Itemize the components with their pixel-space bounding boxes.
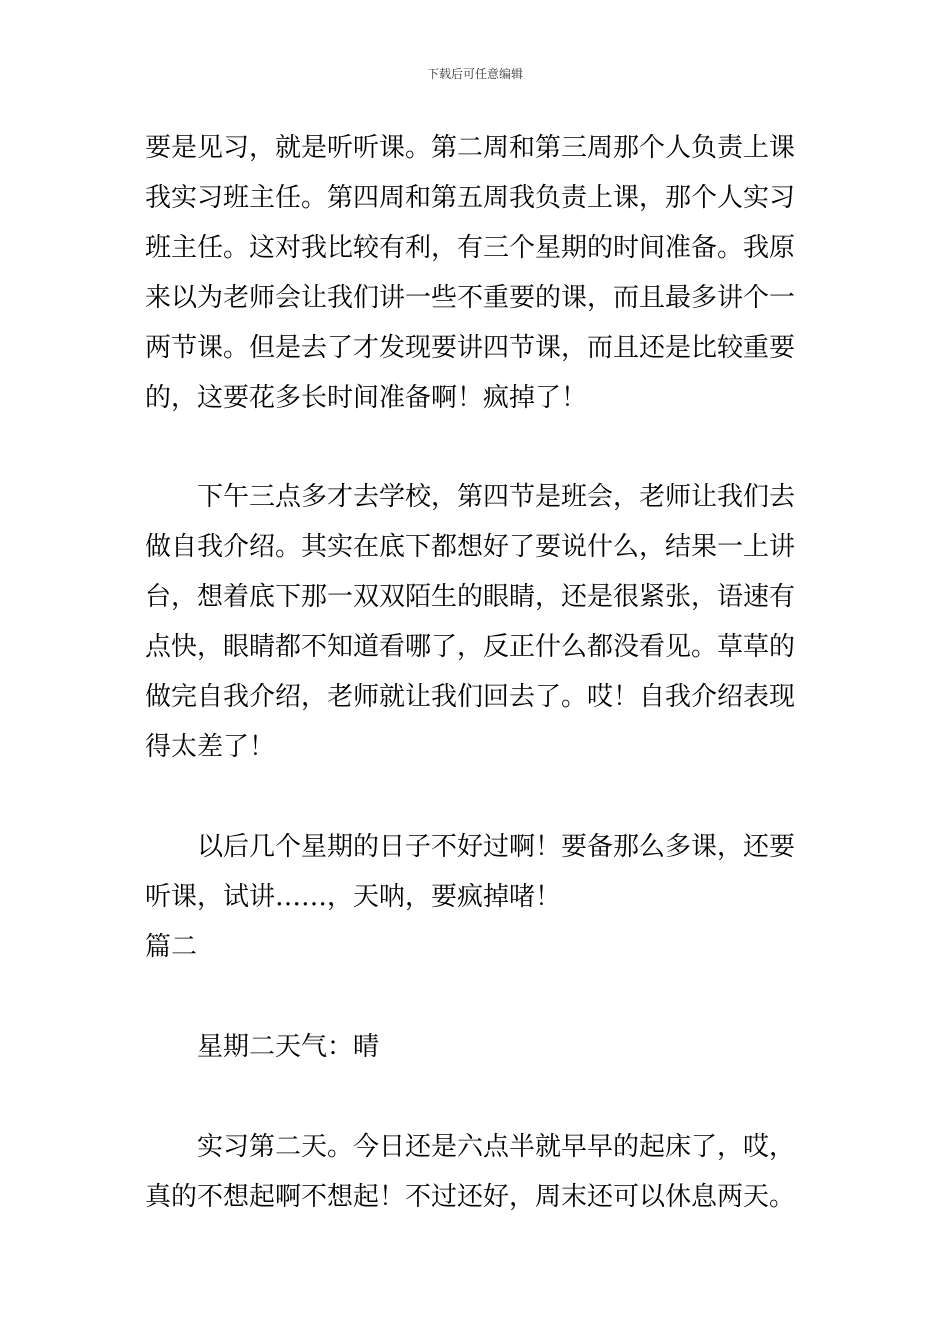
- paragraph-first-line: 下午三点多才去学校，第四节是班会，老师让我们去: [197, 482, 796, 512]
- text-line: 点快，眼睛都不知道看哪了，反正什么都没看见。草草的: [145, 632, 796, 662]
- paragraph-first-line: 以后几个星期的日子不好过啊！要备那么多课，还要: [197, 832, 796, 862]
- text-line: 两节课。但是去了才发现要讲四节课，而且还是比较重要: [145, 333, 796, 363]
- text-line: 的，这要花多长时间准备啊！疯掉了！: [145, 383, 588, 413]
- text-line: 得太差了！: [145, 732, 276, 762]
- weather-line: 星期二天气：晴: [197, 1032, 380, 1062]
- text-line: 班主任。这对我比较有利，有三个星期的时间准备。我原: [145, 233, 796, 263]
- text-line: 我实习班主任。第四周和第五周我负责上课，那个人实习: [145, 183, 796, 213]
- text-line: 要是见习，就是听听课。第二周和第三周那个人负责上课: [145, 133, 796, 163]
- section-heading: 篇二: [145, 932, 198, 962]
- paragraph-first-line: 实习第二天。今日还是六点半就早早的起床了，哎，: [197, 1132, 796, 1162]
- text-line: 来以为老师会让我们讲一些不重要的课，而且最多讲个一: [145, 283, 796, 313]
- text-line: 台，想着底下那一双双陌生的眼睛，还是很紧张，语速有: [145, 582, 796, 612]
- text-line: 听课，试讲……，天呐，要疯掉啫！: [145, 882, 562, 912]
- text-line: 做自我介绍。其实在底下都想好了要说什么，结果一上讲: [145, 532, 796, 562]
- text-line: 真的不想起啊不想起！不过还好，周末还可以休息两天。: [145, 1182, 796, 1212]
- page-header: 下载后可任意编辑: [426, 67, 523, 81]
- text-line: 做完自我介绍，老师就让我们回去了。哎！自我介绍表现: [145, 682, 796, 712]
